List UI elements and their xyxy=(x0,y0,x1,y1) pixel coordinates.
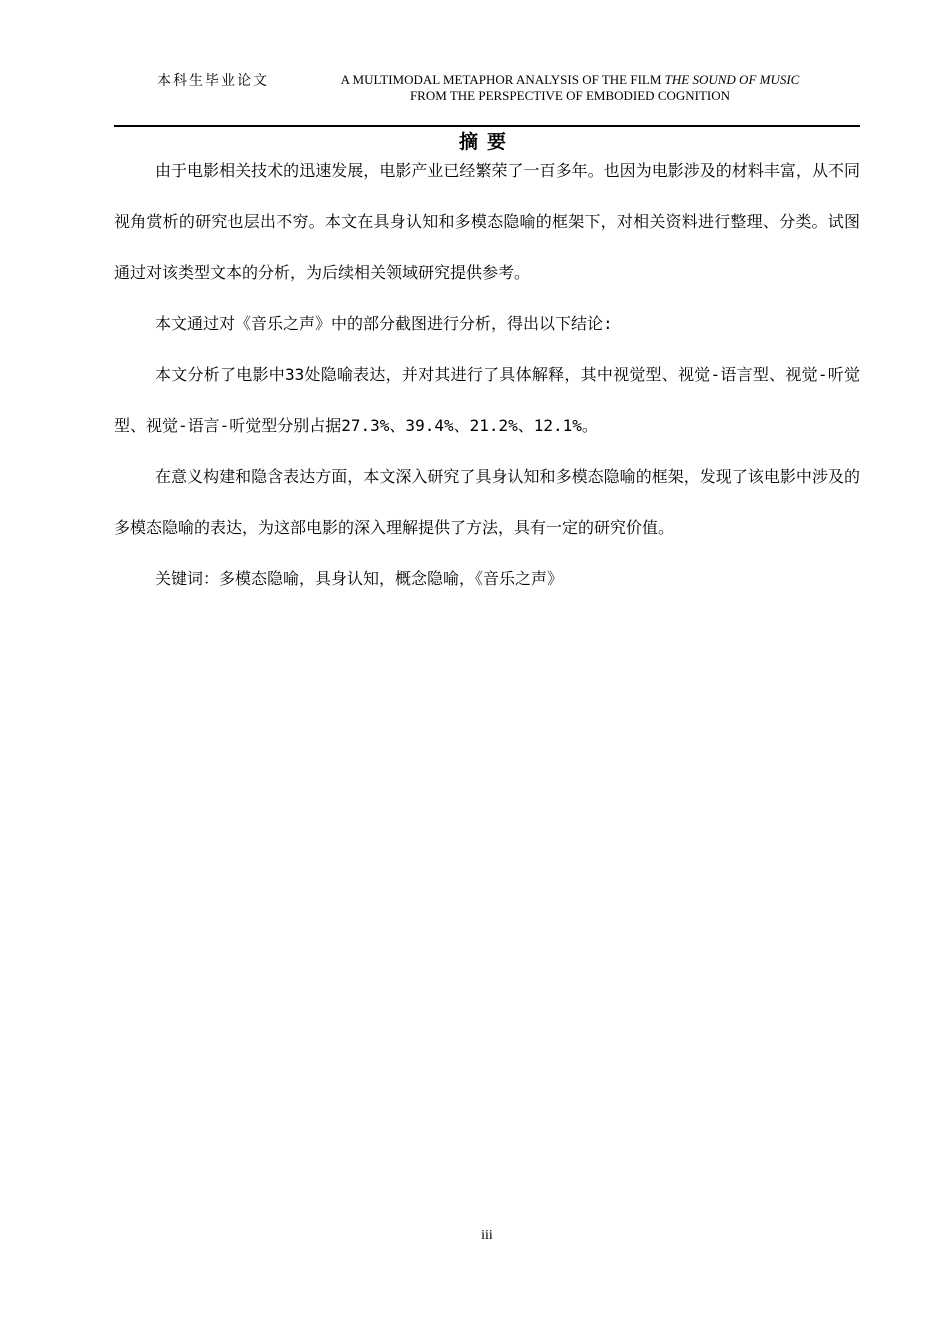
abstract-paragraph-4: 在意义构建和隐含表达方面，本文深入研究了具身认知和多模态隐喻的框架，发现了该电影中涉及的多模态隐喻的表达，为这部电影的深入理解提供了方法，具有一定的研究价值。 xyxy=(114,467,860,537)
header-film-title: THE SOUND OF MUSIC xyxy=(664,72,800,87)
header-right-line1 xyxy=(305,72,835,88)
abstract-body xyxy=(114,145,860,604)
abstract-title: 摘要 xyxy=(458,131,515,153)
header-right-title xyxy=(305,72,835,104)
abstract-paragraph-3: 本文分析了电影中33处隐喻表达，并对其进行了具体解释，其中视觉型、视觉-语言型、视觉-听觉型、视觉-语言-听觉型分别占据27.3%、39.4%、21.2%、12.1%。 xyxy=(114,365,860,435)
header-right-line1-text: A MULTIMODAL METAPHOR ANALYSIS OF THE FILM xyxy=(340,72,665,87)
keywords: 关键词：多模态隐喻，具身认知，概念隐喻，《音乐之声》 xyxy=(155,569,564,588)
header-right-line2: FROM THE PERSPECTIVE OF EMBODIED COGNITION xyxy=(409,88,731,103)
abstract-paragraph-2: 本文通过对《音乐之声》中的部分截图进行分析，得出以下结论: xyxy=(155,314,613,333)
header-left-title: 本科生毕业论文 xyxy=(157,73,269,89)
abstract-paragraph-1: 由于电影相关技术的迅速发展，电影产业已经繁荣了一百多年。也因为电影涉及的材料丰富，从不同视角赏析的研究也层出不穷。本文在具身认知和多模态隐喻的框架下，对相关资料进行整理、分类。试图通过对该类型文本的分析，为后续相关领域研究提供参考。 xyxy=(114,161,860,282)
page-number: iii xyxy=(481,1228,493,1243)
